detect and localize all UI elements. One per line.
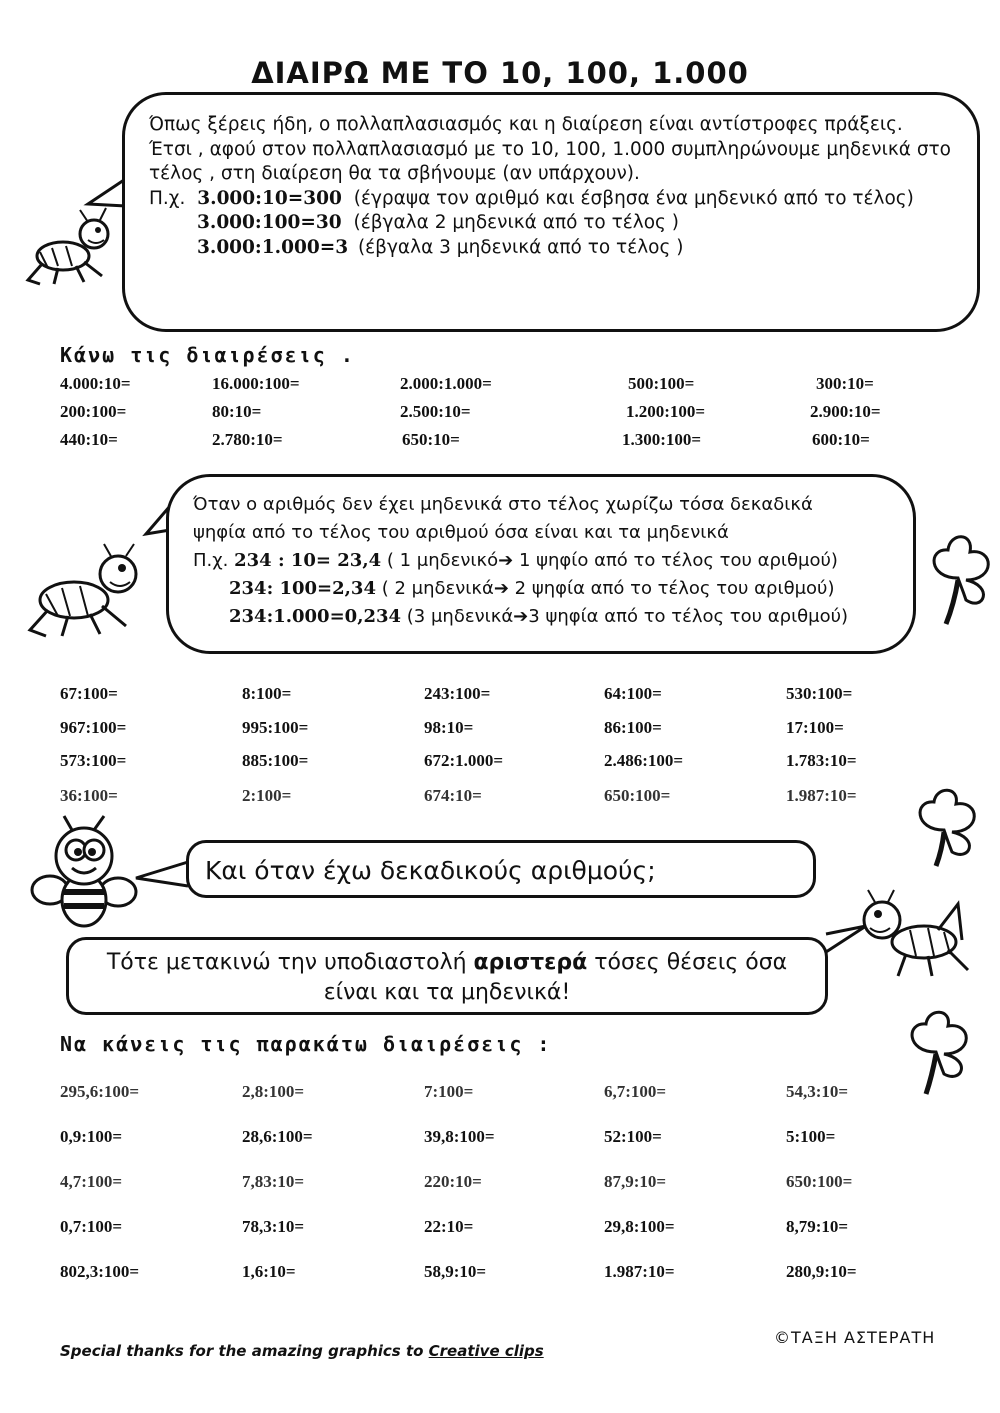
exercise-item: 64:100= xyxy=(604,684,662,703)
example-prefix: Π.χ. xyxy=(193,550,229,571)
exercise-row xyxy=(60,1217,960,1241)
exercise-item: 2.780:10= xyxy=(212,430,283,449)
exercise-row xyxy=(60,402,960,426)
example-2-note: ( 2 μηδενικά➔ 2 ψηφία από το τέλος του αριθμού) xyxy=(381,578,835,599)
exercise-item: 4.000:10= xyxy=(60,374,131,393)
exercise-item: 67:100= xyxy=(60,684,118,703)
example-2-note: (έβγαλα 2 μηδενικά από το τέλος ) xyxy=(353,212,679,233)
exercise-item: 200:100= xyxy=(60,402,127,421)
exercise-item: 295,6:100= xyxy=(60,1082,140,1101)
exercise-item: 1.783:10= xyxy=(786,751,857,770)
exercise-item: 86:100= xyxy=(604,718,662,737)
section-heading-1: Κάνω τις διαιρέσεις . xyxy=(60,343,355,367)
copyright-credit: ©ΤΑΞΗ ΑΣΤΕΡΑΤΗ xyxy=(774,1328,936,1347)
exercise-item: 7:100= xyxy=(424,1082,474,1101)
exercise-item: 5:100= xyxy=(786,1127,836,1146)
explanation-intro: Όπως ξέρεις ήδη, ο πολλαπλασιασμός και η διαίρεση είναι αντίστροφες πράξεις. Έτσι , αφού στον πολλαπλασιασμό με το 10, 100, 1.000 συμπληρώνουμε μηδενικά στο τέλος , στη διαίρεση θα τα σβήνουμε (αν υπάρχουν). xyxy=(149,114,951,184)
bee-icon xyxy=(28,812,138,930)
exercise-item: 440:10= xyxy=(60,430,118,449)
exercise-row xyxy=(60,1172,960,1196)
example-1: 3.000:10=300 xyxy=(197,187,342,209)
exercise-item: 674:10= xyxy=(424,786,482,805)
grasshopper-icon xyxy=(18,208,118,288)
exercise-item: 672:1.000= xyxy=(424,751,504,770)
clover-icon xyxy=(918,528,1000,628)
exercise-row xyxy=(60,374,960,398)
thanks-text: Special thanks for the amazing graphics to xyxy=(60,1342,424,1360)
exercise-item: 220:10= xyxy=(424,1172,482,1191)
exercise-row xyxy=(60,430,960,454)
exercise-item: 280,9:10= xyxy=(786,1262,857,1281)
exercise-item: 0,7:100= xyxy=(60,1217,123,1236)
page-title: ΔΙΑΙΡΩ ΜΕ ΤΟ 10, 100, 1.000 xyxy=(251,56,749,90)
exercise-item: 1.300:100= xyxy=(622,430,702,449)
exercise-item: 300:10= xyxy=(816,374,874,393)
example-3-note: (έβγαλα 3 μηδενικά από το τέλος ) xyxy=(357,236,684,258)
exercise-item: 54,3:10= xyxy=(786,1082,849,1101)
clover-icon xyxy=(900,790,990,870)
exercise-item: 967:100= xyxy=(60,718,127,737)
answer-text-start: Τότε μετακινώ την υποδιαστολή xyxy=(106,950,467,975)
exercise-item: 600:10= xyxy=(812,430,870,449)
explanation-bubble-1 xyxy=(122,92,980,332)
example-3: 3.000:1.000=3 xyxy=(197,236,349,258)
exercise-item: 2.000:1.000= xyxy=(400,374,492,393)
exercise-item: 995:100= xyxy=(242,718,309,737)
example-1-note: ( 1 μηδενικό➔ 1 ψηφίο από το τέλος του αριθμού) xyxy=(386,550,838,571)
exercise-item: 0,9:100= xyxy=(60,1127,123,1146)
exercise-item: 7,83:10= xyxy=(242,1172,305,1191)
grasshopper-icon xyxy=(18,544,148,640)
exercise-item: 1,6:10= xyxy=(242,1262,296,1281)
exercise-row xyxy=(60,1127,960,1151)
example-1: 234 : 10= 23,4 xyxy=(234,550,382,571)
credit-link[interactable]: Creative clips xyxy=(428,1342,544,1360)
answer-text-end: τόσες θέσεις όσα είναι και τα μηδενικά! xyxy=(323,950,788,1005)
exercise-item: 78,3:10= xyxy=(242,1217,305,1236)
exercise-item: 28,6:100= xyxy=(242,1127,313,1146)
exercise-item: 802,3:100= xyxy=(60,1262,140,1281)
bubble-tail xyxy=(132,856,192,896)
example-3: 234:1.000=0,234 xyxy=(229,606,402,627)
exercise-item: 2:100= xyxy=(242,786,292,805)
exercise-item: 52:100= xyxy=(604,1127,662,1146)
exercise-item: 2,8:100= xyxy=(242,1082,305,1101)
footer-thanks xyxy=(60,1342,544,1360)
explanation-rule: Όταν ο αριθμός δεν έχει μηδενικά στο τέλος χωρίζω τόσα δεκαδικά ψηφία από το τέλος του αριθμού όσα είναι και τα μηδενικά xyxy=(193,494,813,543)
exercise-row xyxy=(60,718,960,742)
exercise-item: 80:10= xyxy=(212,402,262,421)
example-3-note: (3 μηδενικά➔3 ψηφία από το τέλος του αριθμού) xyxy=(406,606,849,627)
answer-bubble xyxy=(66,937,828,1015)
exercise-item: 98:10= xyxy=(424,718,474,737)
exercise-item: 1.200:100= xyxy=(626,402,706,421)
exercise-item: 6,7:100= xyxy=(604,1082,667,1101)
exercise-item: 58,9:10= xyxy=(424,1262,487,1281)
exercise-item: 500:100= xyxy=(628,374,695,393)
example-1-note: (έγραψα τον αριθμό και έσβησα ένα μηδενικό από το τέλος) xyxy=(353,187,914,209)
exercise-item: 650:100= xyxy=(786,1172,853,1191)
exercise-item: 650:10= xyxy=(402,430,460,449)
exercise-row xyxy=(60,684,960,708)
exercise-item: 243:100= xyxy=(424,684,491,703)
exercise-item: 36:100= xyxy=(60,786,118,805)
exercise-item: 8,79:10= xyxy=(786,1217,849,1236)
exercise-item: 1.987:10= xyxy=(786,786,857,805)
exercise-row xyxy=(60,751,960,775)
exercise-item: 530:100= xyxy=(786,684,853,703)
exercise-row xyxy=(60,1082,960,1106)
exercise-item: 2.900:10= xyxy=(810,402,881,421)
exercise-item: 22:10= xyxy=(424,1217,474,1236)
exercise-item: 1.987:10= xyxy=(604,1262,675,1281)
exercise-item: 2.486:100= xyxy=(604,751,684,770)
example-2: 3.000:100=30 xyxy=(197,212,342,233)
exercise-item: 885:100= xyxy=(242,751,309,770)
exercise-item: 29,8:100= xyxy=(604,1217,675,1236)
section-heading-2: Να κάνεις τις παρακάτω διαιρέσεις : xyxy=(60,1032,552,1056)
exercise-item: 2.500:10= xyxy=(400,402,471,421)
exercise-item: 87,9:10= xyxy=(604,1172,667,1191)
exercise-item: 573:100= xyxy=(60,751,127,770)
answer-emphasis: αριστερά xyxy=(473,950,588,975)
exercise-item: 16.000:100= xyxy=(212,374,300,393)
question-bubble: Και όταν έχω δεκαδικούς αριθμούς; xyxy=(186,840,816,898)
exercise-item: 39,8:100= xyxy=(424,1127,495,1146)
explanation-bubble-2 xyxy=(166,474,916,654)
exercise-item: 4,7:100= xyxy=(60,1172,123,1191)
example-prefix: Π.χ. xyxy=(149,187,186,209)
example-2: 234: 100=2,34 xyxy=(229,578,376,599)
grasshopper-icon xyxy=(858,890,978,980)
exercise-row xyxy=(60,1262,960,1286)
exercise-item: 650:100= xyxy=(604,786,671,805)
exercise-row xyxy=(60,786,960,810)
exercise-item: 8:100= xyxy=(242,684,292,703)
exercise-item: 17:100= xyxy=(786,718,844,737)
